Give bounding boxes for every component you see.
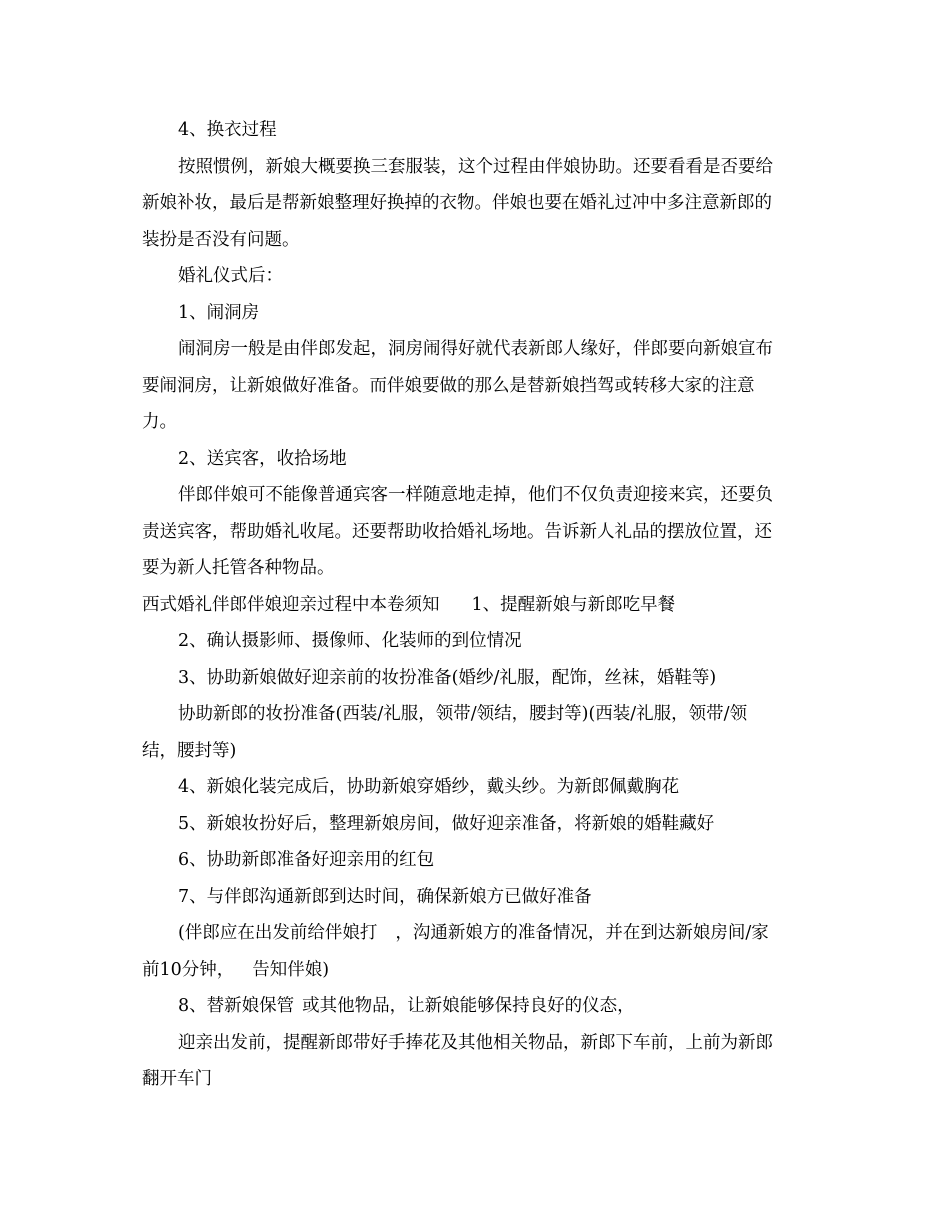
text-segment: 告知伴娘)	[252, 960, 330, 980]
list-item: 4、新娘化装完成后，协助新娘穿婚纱，戴头纱。为新郎佩戴胸花	[178, 777, 680, 797]
list-item	[178, 995, 858, 1017]
text-segment: 8、替新娘保管	[178, 996, 295, 1016]
section-title-western-wedding: 西式婚礼伴郎伴娘迎亲过程中本卷须知	[142, 595, 440, 615]
text-segment: 前10分钟，	[142, 960, 235, 980]
heading-see-off-guests: 2、送宾客，收拾场地	[178, 449, 347, 469]
heading-tease-bridal-room: 1、闹洞房	[178, 303, 260, 323]
list-item: 5、新娘妆扮好后，整理新娘房间，做好迎亲准备，将新娘的婚鞋藏好	[178, 814, 715, 834]
section-heading-after-ceremony: 婚礼仪式后：	[178, 266, 283, 286]
paragraph-line: 责送宾客，帮助婚礼收尾。还要帮助收拾婚礼场地。告诉新人礼品的摆放位置，还	[142, 522, 772, 542]
text-segment: 或其他物品，让新娘能够保持良好的仪态，	[302, 996, 635, 1016]
text-segment: (伴郎应在出发前给伴娘打	[178, 923, 378, 943]
list-item: 7、与伴郎沟通新郎到达时间，确保新娘方已做好准备	[178, 887, 592, 907]
heading-change-clothes: 4、换衣过程	[178, 120, 277, 140]
text-segment: ，沟通新娘方的准备情况，并在到达新娘房间/家	[395, 923, 769, 943]
list-item-remind-breakfast: 1、提醒新娘与新郎吃早餐	[471, 595, 676, 615]
paragraph-line: 迎亲出发前，提醒新郎带好手捧花及其他相关物品，新郎下车前，上前为新郎	[178, 1033, 773, 1053]
paragraph-line: 闹洞房一般是由伴郎发起，洞房闹得好就代表新郎人缘好，伴郎要向新娘宣布	[178, 339, 773, 359]
paragraph-line: 要闹洞房，让新娘做好准备。而伴娘要做的那么是替新娘挡驾或转移大家的注意	[142, 376, 755, 396]
paragraph-line	[178, 922, 858, 944]
paragraph-line: 新娘补妆，最后是帮新娘整理好换掉的衣物。伴娘也要在婚礼过冲中多注意新郎的	[142, 193, 772, 213]
paragraph-line: 伴郎伴娘可不能像普通宾客一样随意地走掉，他们不仅负责迎接来宾，还要负	[178, 485, 773, 505]
paragraph-line: 协助新郎的妆扮准备(西装/礼服，领带/领结，腰封等)(西装/礼服，领带/领	[178, 704, 748, 724]
paragraph-line: 力。	[142, 412, 177, 432]
paragraph-line: 按照惯例，新娘大概要换三套服装，这个过程由伴娘协助。还要看看是否要给	[178, 157, 773, 177]
paragraph-line: 要为新人托管各种物品。	[142, 558, 335, 578]
paragraph-line: 装扮是否没有问题。	[142, 230, 300, 250]
paragraph-line: 翻开车门	[142, 1069, 212, 1089]
list-item: 3、协助新娘做好迎亲前的妆扮准备(婚纱/礼服，配饰，丝袜，婚鞋等)	[178, 668, 717, 688]
list-item: 6、协助新郎准备好迎亲用的红包	[178, 850, 435, 870]
paragraph-line: 结，腰封等)	[142, 741, 237, 761]
section-title-line	[142, 594, 822, 616]
paragraph-line	[142, 959, 822, 981]
list-item: 2、确认摄影师、摄像师、化装师的到位情况	[178, 631, 522, 651]
